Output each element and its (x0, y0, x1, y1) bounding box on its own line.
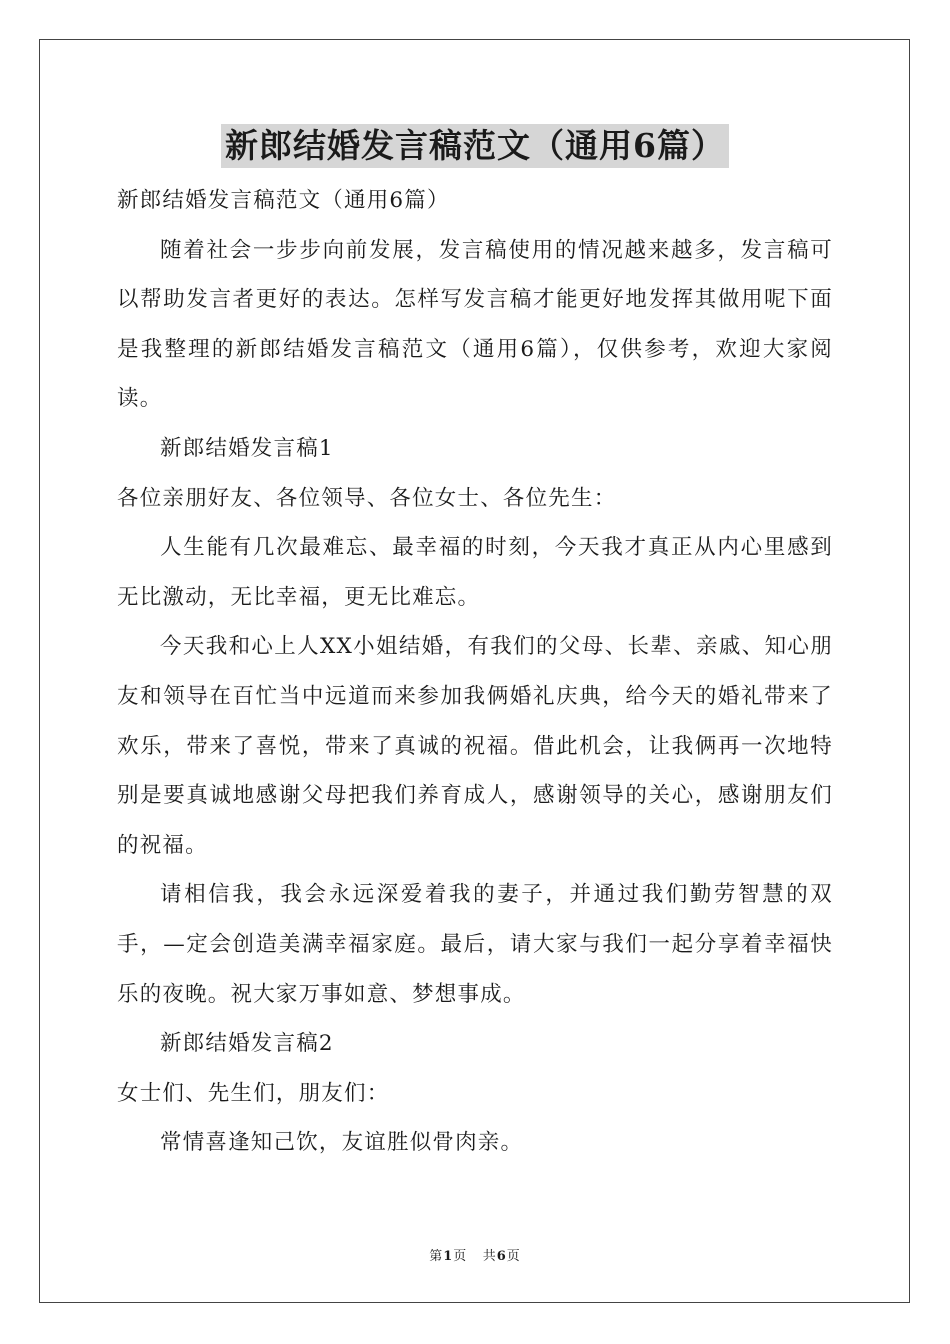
total-unit: 页 (506, 1249, 521, 1264)
page-footer (0, 1248, 950, 1266)
paragraph: 女士们、先生们，朋友们： (117, 1080, 390, 1106)
total-prefix: 共 (482, 1249, 497, 1264)
document-title: 新郎结婚发言稿范文（通用6篇） (221, 124, 729, 168)
total-page-number: 6 (496, 1249, 507, 1264)
document-body (117, 176, 833, 1168)
paragraph: 各位亲朋好友、各位领导、各位女士、各位先生： (117, 485, 617, 511)
paragraph: 人生能有几次最难忘、最幸福的时刻，今天我才真正从内心里感到无比激动，无比幸福，更无比难忘。 (117, 535, 833, 610)
current-page-number: 1 (443, 1249, 454, 1264)
paragraph: 请相信我，我会永远深爱着我的妻子，并通过我们勤劳智慧的双手，—定会创造美满幸福家庭。最后，请大家与我们一起分享着幸福快乐的夜晚。祝大家万事如意、梦想事成。 (117, 882, 833, 1007)
paragraph: 随着社会一步步向前发展，发言稿使用的情况越来越多，发言稿可以帮助发言者更好的表达。怎样写发言稿才能更好地发挥其做用呢下面是我整理的新郎结婚发言稿范文（通用6篇），仅供参考，欢迎大家阅读。 (117, 237, 833, 412)
section-heading: 新郎结婚发言稿1 (160, 435, 334, 461)
title-container (0, 124, 950, 168)
page-prefix: 第 (429, 1249, 444, 1264)
paragraph: 常情喜逢知己饮，友谊胜似骨肉亲。 (160, 1130, 524, 1156)
paragraph: 新郎结婚发言稿范文（通用6篇） (117, 188, 450, 213)
paragraph: 今天我和心上人XX小姐结婚，有我们的父母、长辈、亲戚、知心朋友和领导在百忙当中远道而来参加我俩婚礼庆典，给今天的婚礼带来了欢乐，带来了喜悦，带来了真诚的祝福。借此机会，让我俩再一次地特别是要真诚地感谢父母把我们养育成人，感谢领导的关心，感谢朋友们的祝福。 (117, 634, 833, 858)
section-heading: 新郎结婚发言稿2 (160, 1031, 334, 1057)
page-unit: 页 (453, 1249, 468, 1264)
